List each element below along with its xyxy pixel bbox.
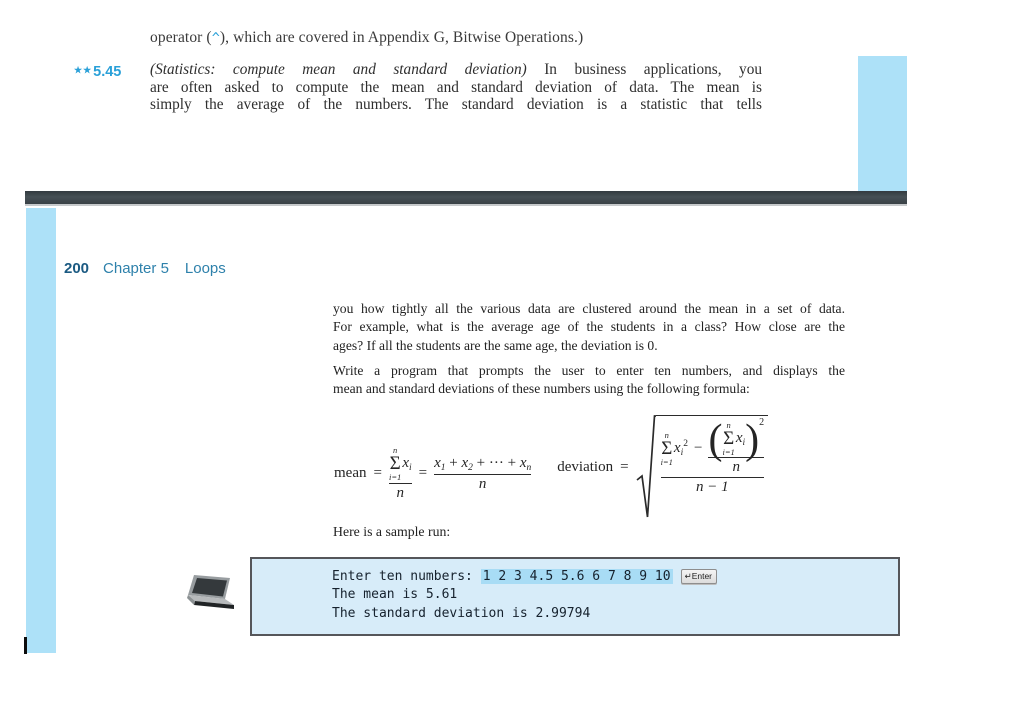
exercise-line-1 (150, 61, 762, 79)
enter-arrow-icon: ↵ (684, 571, 692, 581)
exercise-title-italic: (Statistics: compute mean and standard deviation) (150, 61, 527, 78)
difficulty-stars-icon: ★★ (74, 65, 93, 75)
math-formula (334, 408, 894, 526)
page-gap-bar (25, 191, 907, 206)
squared-sum-fraction (708, 416, 765, 476)
exercise-line-1-rest: In business applications, you (526, 61, 762, 78)
operator-code: ^ (211, 30, 220, 46)
plus-sign: + (449, 454, 458, 471)
denominator-n-minus-1: n − 1 (696, 479, 729, 496)
deviation-main-fraction (660, 416, 765, 496)
sum-upper-limit: n (393, 445, 398, 456)
mean-formula (334, 446, 531, 501)
minus-sign: − (693, 440, 703, 457)
summation-symbol-2 (661, 431, 673, 466)
right-paren: ) (745, 416, 760, 463)
var-x1: x (434, 454, 441, 471)
deviation-label: deviation (557, 458, 614, 475)
sample-run-line-3: The standard deviation is 2.99794 (332, 605, 591, 621)
sigma-symbol-2: Σ (661, 437, 673, 459)
paragraph-1-line-3: ages? If all the students are the same age, the deviation is 0. (333, 337, 658, 353)
user-input-highlight: 1 2 3 4.5 5.6 6 7 8 9 10 (482, 569, 671, 584)
term-xi (402, 455, 411, 473)
body-text (333, 300, 845, 398)
plus-sign-2: + (476, 454, 486, 471)
clipped-text-line (150, 29, 775, 48)
paren-exponent-2: 2 (759, 417, 765, 429)
exercise-line-3: simply the average of the numbers. The standard deviation is a statistic that tells (150, 96, 762, 113)
var-x-sq: x (673, 440, 681, 457)
var-x: x (402, 454, 409, 471)
enter-key-badge (681, 569, 717, 584)
exercise-line-2: are often asked to compute the mean and standard deviation of data. The mean is (150, 78, 762, 96)
sum-upper-limit-2: n (664, 430, 669, 440)
sum-of-xi-inner (722, 421, 745, 456)
text-cursor (24, 637, 27, 654)
sub-i: i (408, 462, 412, 473)
exercise-number-label: 5.45 (93, 64, 122, 80)
clipped-line-prefix: operator ( (150, 29, 212, 46)
square-root (636, 414, 769, 520)
var-x2: x (461, 454, 469, 471)
chapter-label: Chapter 5 (103, 260, 169, 277)
paragraph-1-line-2: For example, what is the average age of the students in a class? How close are the (333, 319, 845, 335)
var-x-inner: x (735, 429, 743, 446)
exercise-number (74, 64, 121, 80)
sum-upper-limit-3: n (726, 420, 731, 430)
fraction-bar-2 (434, 474, 531, 475)
denominator-n: n (396, 484, 405, 501)
summation-symbol-3 (722, 421, 734, 456)
exercise-description (150, 61, 762, 114)
equals-sign-3: = (620, 458, 629, 475)
denominator-n-2: n (478, 475, 487, 492)
term-xi-squared (674, 439, 688, 458)
fraction-bar (389, 483, 412, 484)
enter-key-label: Enter (691, 571, 713, 581)
mean-fraction-sum (389, 446, 412, 501)
clipped-line-text (150, 29, 775, 47)
sigma-symbol-3: Σ (723, 427, 735, 449)
equals-sign-2: = (418, 465, 428, 482)
mean-fraction-expanded (434, 455, 531, 493)
paragraph-2 (333, 362, 845, 399)
plus-sign-3: + (507, 454, 517, 471)
paragraph-2-line-1: Write a program that prompts the user to enter ten numbers, and displays the (333, 362, 845, 378)
page-header (64, 260, 226, 277)
sum-lower-limit-3: i=1 (722, 446, 735, 457)
sigma-symbol: Σ (389, 452, 401, 474)
sample-run-line-2: The mean is 5.61 (332, 587, 458, 603)
sub-2: 2 (468, 462, 473, 473)
paragraph-2-line-2: mean and standard deviations of these numbers using the following formula: (333, 381, 750, 397)
sum-lower-limit-2: i=1 (660, 456, 673, 467)
cdots: ··· (488, 454, 504, 471)
fraction-bar-4 (661, 477, 765, 478)
term-xi-inner (736, 430, 745, 448)
sub-n: n (526, 462, 532, 473)
page-edge-tab-top (858, 56, 907, 191)
sum-of-xi-squared (661, 431, 688, 466)
denominator-n-3: n (732, 459, 741, 476)
sub-i-2: i (680, 448, 684, 459)
page-number: 200 (64, 260, 90, 277)
prompt-text: Enter ten numbers: (332, 569, 481, 584)
radical-sign-icon (636, 414, 656, 520)
sub-1: 1 (440, 462, 446, 473)
sample-run-box (250, 557, 900, 636)
mean-label: mean (334, 465, 367, 482)
section-label: Loops (184, 260, 226, 277)
deviation-formula (557, 414, 768, 520)
squared-sum-numerator (708, 416, 765, 463)
expanded-numerator (434, 455, 531, 473)
deviation-numerator (660, 416, 765, 476)
sum-of-xi (389, 446, 412, 481)
summation-symbol (389, 446, 401, 481)
equals-sign: = (373, 465, 382, 482)
page-edge-tab-bottom (26, 208, 56, 653)
sub-i-3: i (742, 437, 746, 448)
sample-run-line-1 (332, 568, 898, 586)
left-paren: ( (708, 416, 723, 463)
paragraph-1-line-1: you how tightly all the various data are clustered around the mean in a set of data. (333, 301, 845, 316)
sample-run-label: Here is a sample run: (333, 524, 451, 539)
paragraph-1 (333, 300, 845, 355)
sup-2: 2 (683, 439, 688, 450)
var-xn: x (519, 454, 527, 471)
radicand (656, 415, 769, 496)
sum-lower-limit: i=1 (388, 472, 402, 483)
laptop-icon (183, 572, 239, 618)
clipped-line-suffix: ), which are covered in Appendix G, Bitwise Operations.) (219, 29, 584, 46)
